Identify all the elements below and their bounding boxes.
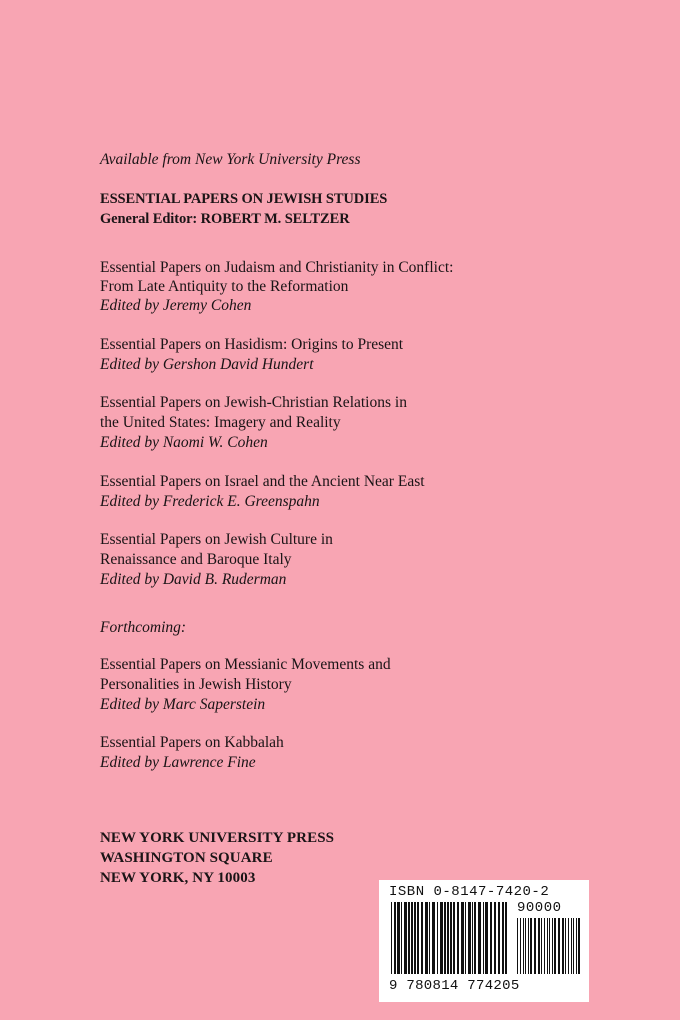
barcode-bar (544, 918, 545, 974)
barcode-panel (379, 880, 589, 1002)
barcode-bar (541, 918, 542, 974)
barcode-bar (391, 902, 392, 974)
barcode-bar (429, 902, 430, 974)
barcode-bar (505, 902, 507, 974)
barcode-bar (408, 902, 410, 974)
barcode-bar (554, 918, 556, 974)
publisher-name: NEW YORK UNIVERSITY PRESS (100, 830, 335, 846)
book-editor: Edited by Gershon David Hundert (100, 356, 314, 373)
book-title-line: Essential Papers on Messianic Movements and (100, 656, 391, 673)
book-title-line: Essential Papers on Jewish-Christian Relations in (100, 394, 407, 411)
barcode-bar (520, 918, 521, 974)
barcode-bar (450, 902, 452, 974)
barcode-bar (474, 902, 476, 974)
ean-number: 9 780814 774205 (389, 978, 520, 994)
barcode-bar (517, 918, 518, 974)
barcode-bar (394, 902, 396, 974)
book-title-line: the United States: Imagery and Reality (100, 414, 341, 431)
barcode-bar (437, 902, 438, 974)
barcode-bar (494, 902, 496, 974)
isbn-label: ISBN 0-8147-7420-2 (389, 884, 550, 900)
barcode-bar (457, 902, 459, 974)
publisher-address: WASHINGTON SQUARE (100, 850, 273, 866)
book-editor: Edited by Marc Saperstein (100, 696, 266, 713)
barcode-bar (483, 902, 484, 974)
barcode-bar (568, 918, 569, 974)
availability-note: Available from New York University Press (100, 151, 361, 168)
forthcoming-heading: Forthcoming: (100, 619, 187, 636)
barcode-bar (453, 902, 455, 974)
book-title-line: Essential Papers on Judaism and Christianity in Conflict: (100, 259, 454, 276)
price-code: 90000 (517, 900, 562, 916)
barcode-bar (538, 918, 540, 974)
book-title-line: Renaissance and Baroque Italy (100, 551, 292, 568)
barcode-bar (534, 918, 536, 974)
barcode-bar (525, 918, 526, 974)
barcode-bar (404, 902, 407, 974)
barcode-bar (417, 902, 419, 974)
barcode-bar (530, 918, 532, 974)
barcode-bar (558, 918, 560, 974)
book-editor: Edited by Jeremy Cohen (100, 297, 252, 314)
barcode-bar (578, 918, 580, 974)
book-title-line: Personalities in Jewish History (100, 676, 292, 693)
barcode-bar (425, 902, 428, 974)
book-title-line: Essential Papers on Hasidism: Origins to Present (100, 336, 404, 353)
barcode-bar (562, 918, 564, 974)
ean-barcode (391, 902, 507, 974)
barcode-bar (549, 918, 550, 974)
barcode-bar (468, 902, 471, 974)
barcode-bar (465, 902, 466, 974)
barcode-bar (576, 918, 577, 974)
barcode-bar (461, 902, 464, 974)
barcode-bar (440, 902, 443, 974)
book-editor: Edited by Lawrence Fine (100, 754, 256, 771)
book-title-line: Essential Papers on Jewish Culture in (100, 531, 333, 548)
book-title-line: Essential Papers on Kabbalah (100, 734, 284, 751)
barcode-bar (444, 902, 446, 974)
barcode-bar (571, 918, 572, 974)
barcode-bar (472, 902, 473, 974)
book-title-line: Essential Papers on Israel and the Ancient Near East (100, 473, 425, 490)
barcode-bar (414, 902, 416, 974)
price-addon-barcode (517, 918, 580, 974)
barcode-bar (478, 902, 481, 974)
barcode-bar (447, 902, 449, 974)
barcode-bar (490, 902, 492, 974)
barcode-bar (485, 902, 488, 974)
series-title: ESSENTIAL PAPERS ON JEWISH STUDIES (100, 191, 388, 207)
book-editor: Edited by Frederick E. Greenspahn (100, 493, 320, 510)
book-editor: Edited by Naomi W. Cohen (100, 434, 268, 451)
barcode-bar (401, 902, 402, 974)
barcode-bar (432, 902, 435, 974)
barcode-bar (411, 902, 413, 974)
barcode-bar (523, 918, 524, 974)
barcode-bar (421, 902, 423, 974)
barcode-bar (573, 918, 574, 974)
book-editor: Edited by David B. Ruderman (100, 571, 287, 588)
barcode-bar (397, 902, 400, 974)
barcode-bar (528, 918, 529, 974)
barcode-bar (552, 918, 553, 974)
barcode-bar (502, 902, 504, 974)
publisher-city: NEW YORK, NY 10003 (100, 870, 256, 886)
book-title-line: From Late Antiquity to the Reformation (100, 278, 349, 295)
barcode-bar (498, 902, 500, 974)
general-editor: General Editor: ROBERT M. SELTZER (100, 211, 350, 227)
barcode-bar (547, 918, 548, 974)
barcode-bar (565, 918, 566, 974)
